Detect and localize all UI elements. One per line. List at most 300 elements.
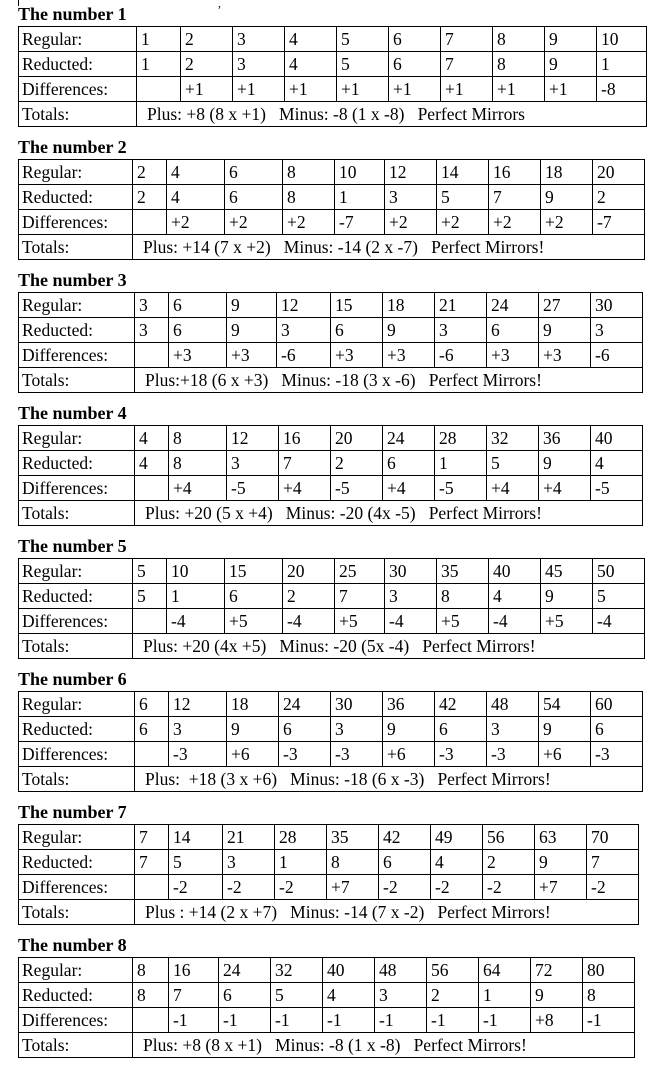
number-section <box>16 802 639 925</box>
regular-cell: 35 <box>437 559 489 584</box>
differences-cell: -4 <box>167 609 225 634</box>
differences-cell: +1 <box>389 77 441 102</box>
regular-cell: 25 <box>335 559 385 584</box>
reducted-cell: 9 <box>545 52 597 77</box>
differences-row <box>19 1008 635 1033</box>
reducted-cell: 3 <box>591 318 643 343</box>
regular-label: Regular: <box>19 426 135 451</box>
reducted-row <box>19 451 643 476</box>
regular-cell: 16 <box>279 426 331 451</box>
differences-cell: -6 <box>591 343 643 368</box>
regular-cell: 14 <box>169 825 223 850</box>
regular-cell: 30 <box>385 559 437 584</box>
reducted-cell: 9 <box>227 318 277 343</box>
differences-cell: +3 <box>331 343 383 368</box>
reducted-label: Reducted: <box>19 318 135 343</box>
reducted-cell: 9 <box>535 850 587 875</box>
reducted-row <box>19 185 645 210</box>
reducted-cell: 4 <box>285 52 337 77</box>
differences-cell: -2 <box>223 875 275 900</box>
totals-row <box>19 634 645 659</box>
regular-cell: 6 <box>225 160 283 185</box>
differences-cell: +3 <box>487 343 539 368</box>
reducted-cell: 3 <box>385 185 437 210</box>
differences-cell: +1 <box>285 77 337 102</box>
totals-summary: Plus: +20 (5 x +4) Minus: -20 (4x -5) Perfect Mirrors! <box>135 501 643 526</box>
regular-row <box>19 160 645 185</box>
number-table <box>18 159 645 260</box>
reducted-cell: 5 <box>593 584 645 609</box>
reducted-cell: 3 <box>331 717 383 742</box>
differences-cell: +8 <box>531 1008 583 1033</box>
regular-cell: 30 <box>331 692 383 717</box>
differences-cell: +2 <box>385 210 437 235</box>
reducted-cell: 8 <box>437 584 489 609</box>
differences-row <box>19 77 647 102</box>
reducted-cell: 5 <box>437 185 489 210</box>
regular-cell: 63 <box>535 825 587 850</box>
differences-row <box>19 210 645 235</box>
differences-cell: +7 <box>535 875 587 900</box>
regular-cell: 42 <box>379 825 431 850</box>
regular-cell: 70 <box>587 825 639 850</box>
reducted-cell: 1 <box>275 850 327 875</box>
regular-cell: 6 <box>135 692 169 717</box>
totals-row <box>19 368 643 393</box>
totals-row <box>19 900 639 925</box>
reducted-row <box>19 983 635 1008</box>
regular-cell: 30 <box>591 293 643 318</box>
differences-cell: -6 <box>435 343 487 368</box>
regular-row <box>19 559 645 584</box>
regular-cell: 48 <box>487 692 539 717</box>
regular-cell: 40 <box>591 426 643 451</box>
regular-cell: 8 <box>283 160 335 185</box>
regular-cell: 12 <box>169 692 227 717</box>
regular-cell: 1 <box>137 27 181 52</box>
reducted-cell: 4 <box>323 983 375 1008</box>
differences-row <box>19 742 643 767</box>
regular-cell: 15 <box>225 559 283 584</box>
regular-cell: 6 <box>389 27 441 52</box>
totals-row <box>19 102 647 127</box>
totals-summary: Plus: +14 (7 x +2) Minus: -14 (2 x -7) Perfect Mirrors! <box>133 235 645 260</box>
differences-cell: +2 <box>437 210 489 235</box>
reducted-cell: 2 <box>483 850 535 875</box>
section-title: The number 2 <box>18 137 127 157</box>
regular-row <box>19 293 643 318</box>
regular-label: Regular: <box>19 825 135 850</box>
differences-cell <box>133 210 167 235</box>
differences-cell: +3 <box>169 343 227 368</box>
reducted-cell: 3 <box>375 983 427 1008</box>
regular-label: Regular: <box>19 293 135 318</box>
number-section <box>16 403 643 526</box>
differences-cell: -3 <box>487 742 539 767</box>
differences-cell: -2 <box>275 875 327 900</box>
regular-cell: 48 <box>375 958 427 983</box>
regular-cell: 64 <box>479 958 531 983</box>
regular-cell: 4 <box>135 426 169 451</box>
section-title: The number 1 <box>18 4 127 24</box>
section-title: The number 5 <box>18 536 127 556</box>
differences-cell: -1 <box>219 1008 271 1033</box>
reducted-cell: 7 <box>335 584 385 609</box>
totals-label: Totals: <box>19 1033 133 1058</box>
regular-cell: 7 <box>135 825 169 850</box>
reducted-cell: 6 <box>435 717 487 742</box>
regular-cell: 12 <box>385 160 437 185</box>
regular-cell: 35 <box>327 825 379 850</box>
number-table <box>18 824 639 925</box>
differences-cell: -4 <box>489 609 541 634</box>
differences-cell: -2 <box>169 875 223 900</box>
regular-label: Regular: <box>19 559 133 584</box>
totals-summary: Plus: +20 (4x +5) Minus: -20 (5x -4) Perfect Mirrors! <box>133 634 645 659</box>
reducted-cell: 9 <box>539 451 591 476</box>
regular-row <box>19 27 647 52</box>
differences-cell: +4 <box>539 476 591 501</box>
differences-cell: -1 <box>375 1008 427 1033</box>
reducted-cell: 3 <box>223 850 275 875</box>
reducted-cell: 9 <box>227 717 279 742</box>
number-table <box>18 558 645 659</box>
differences-label: Differences: <box>19 742 135 767</box>
differences-label: Differences: <box>19 875 135 900</box>
regular-cell: 45 <box>541 559 593 584</box>
totals-summary: Plus: +8 (8 x +1) Minus: -8 (1 x -8) Perfect Mirrors <box>137 102 647 127</box>
regular-row <box>19 692 643 717</box>
reducted-cell: 6 <box>225 185 283 210</box>
reducted-cell: 6 <box>379 850 431 875</box>
reducted-cell: 2 <box>331 451 383 476</box>
reducted-cell: 1 <box>435 451 487 476</box>
totals-row <box>19 235 645 260</box>
differences-cell: -3 <box>435 742 487 767</box>
differences-cell: -2 <box>431 875 483 900</box>
reducted-cell: 6 <box>389 52 441 77</box>
differences-cell: -5 <box>227 476 279 501</box>
reducted-cell: 7 <box>169 983 219 1008</box>
differences-cell: +3 <box>383 343 435 368</box>
differences-label: Differences: <box>19 1008 133 1033</box>
differences-cell: -5 <box>591 476 643 501</box>
regular-cell: 20 <box>593 160 645 185</box>
regular-cell: 18 <box>541 160 593 185</box>
totals-label: Totals: <box>19 235 133 260</box>
differences-cell: -4 <box>593 609 645 634</box>
reducted-cell: 9 <box>383 717 435 742</box>
reducted-cell: 7 <box>489 185 541 210</box>
differences-cell: +2 <box>283 210 335 235</box>
reducted-cell: 9 <box>539 318 591 343</box>
differences-cell: -8 <box>597 77 647 102</box>
differences-cell: -5 <box>331 476 383 501</box>
regular-cell: 40 <box>323 958 375 983</box>
differences-cell: -4 <box>283 609 335 634</box>
reducted-cell: 6 <box>279 717 331 742</box>
differences-cell: +2 <box>489 210 541 235</box>
totals-label: Totals: <box>19 501 135 526</box>
differences-cell: +1 <box>233 77 285 102</box>
reducted-label: Reducted: <box>19 850 135 875</box>
differences-row <box>19 343 643 368</box>
differences-cell <box>137 77 181 102</box>
differences-cell: +1 <box>337 77 389 102</box>
reducted-row <box>19 318 643 343</box>
totals-summary: Plus:+18 (6 x +3) Minus: -18 (3 x -6) Perfect Mirrors! <box>135 368 643 393</box>
differences-cell: +6 <box>539 742 591 767</box>
regular-cell: 32 <box>487 426 539 451</box>
number-section <box>16 935 635 1058</box>
reducted-cell: 6 <box>331 318 383 343</box>
regular-cell: 50 <box>593 559 645 584</box>
totals-row <box>19 1033 635 1058</box>
reducted-cell: 4 <box>489 584 541 609</box>
regular-cell: 56 <box>483 825 535 850</box>
reducted-cell: 6 <box>487 318 539 343</box>
reducted-cell: 1 <box>167 584 225 609</box>
regular-cell: 2 <box>181 27 233 52</box>
differences-cell <box>135 742 169 767</box>
regular-cell: 42 <box>435 692 487 717</box>
reducted-cell: 3 <box>135 318 169 343</box>
differences-cell: -1 <box>323 1008 375 1033</box>
reducted-cell: 5 <box>337 52 389 77</box>
section-title: The number 3 <box>18 270 127 290</box>
differences-cell: -2 <box>587 875 639 900</box>
differences-cell <box>135 476 169 501</box>
reducted-cell: 6 <box>135 717 169 742</box>
reducted-cell: 1 <box>137 52 181 77</box>
reducted-cell: 8 <box>133 983 169 1008</box>
regular-cell: 21 <box>435 293 487 318</box>
reducted-cell: 2 <box>133 185 167 210</box>
differences-cell: +4 <box>383 476 435 501</box>
differences-cell: -1 <box>271 1008 323 1033</box>
regular-cell: 32 <box>271 958 323 983</box>
reducted-cell: 2 <box>283 584 335 609</box>
number-section <box>16 4 647 127</box>
regular-cell: 20 <box>283 559 335 584</box>
regular-cell: 21 <box>223 825 275 850</box>
differences-cell: +1 <box>545 77 597 102</box>
differences-cell: -4 <box>385 609 437 634</box>
reducted-cell: 1 <box>597 52 647 77</box>
regular-cell: 6 <box>169 293 227 318</box>
number-section <box>16 669 643 792</box>
number-section <box>16 270 643 393</box>
reducted-label: Reducted: <box>19 52 137 77</box>
differences-cell: -7 <box>593 210 645 235</box>
number-table <box>18 691 643 792</box>
regular-cell: 20 <box>331 426 383 451</box>
reducted-cell: 5 <box>271 983 323 1008</box>
differences-cell: -5 <box>435 476 487 501</box>
differences-cell: +6 <box>383 742 435 767</box>
reducted-cell: 2 <box>593 185 645 210</box>
regular-cell: 9 <box>227 293 277 318</box>
reducted-cell: 4 <box>135 451 169 476</box>
differences-label: Differences: <box>19 609 133 634</box>
totals-summary: Plus : +14 (2 x +7) Minus: -14 (7 x -2) Perfect Mirrors! <box>135 900 639 925</box>
regular-cell: 5 <box>337 27 389 52</box>
reducted-label: Reducted: <box>19 983 133 1008</box>
reducted-cell: 1 <box>335 185 385 210</box>
reducted-cell: 2 <box>427 983 479 1008</box>
reducted-cell: 3 <box>227 451 279 476</box>
regular-cell: 14 <box>437 160 489 185</box>
totals-label: Totals: <box>19 102 137 127</box>
regular-row <box>19 958 635 983</box>
regular-cell: 7 <box>441 27 493 52</box>
differences-cell: -1 <box>169 1008 219 1033</box>
differences-label: Differences: <box>19 343 135 368</box>
section-title: The number 4 <box>18 403 127 423</box>
regular-label: Regular: <box>19 27 137 52</box>
page-edge-comma: , <box>218 0 221 10</box>
regular-cell: 12 <box>227 426 279 451</box>
reducted-cell: 4 <box>431 850 483 875</box>
totals-summary: Plus: +8 (8 x +1) Minus: -8 (1 x -8) Perfect Mirrors! <box>133 1033 635 1058</box>
regular-cell: 8 <box>133 958 169 983</box>
differences-cell: +1 <box>441 77 493 102</box>
differences-cell: +7 <box>327 875 379 900</box>
reducted-row <box>19 717 643 742</box>
regular-cell: 10 <box>597 27 647 52</box>
differences-cell: +2 <box>167 210 225 235</box>
regular-cell: 72 <box>531 958 583 983</box>
reducted-cell: 3 <box>233 52 285 77</box>
totals-row <box>19 501 643 526</box>
regular-cell: 24 <box>487 293 539 318</box>
reducted-cell: 7 <box>135 850 169 875</box>
regular-cell: 2 <box>133 160 167 185</box>
differences-cell: -6 <box>277 343 331 368</box>
regular-cell: 80 <box>583 958 635 983</box>
differences-cell: +6 <box>227 742 279 767</box>
differences-cell <box>133 609 167 634</box>
regular-cell: 10 <box>335 160 385 185</box>
number-table <box>18 292 643 393</box>
reducted-cell: 9 <box>539 717 591 742</box>
regular-cell: 10 <box>167 559 225 584</box>
number-table <box>18 957 635 1058</box>
totals-summary: Plus: +18 (3 x +6) Minus: -18 (6 x -3) Perfect Mirrors! <box>135 767 643 792</box>
differences-label: Differences: <box>19 476 135 501</box>
differences-cell: -3 <box>169 742 227 767</box>
totals-label: Totals: <box>19 368 135 393</box>
differences-cell: +2 <box>541 210 593 235</box>
differences-cell: -3 <box>591 742 643 767</box>
totals-label: Totals: <box>19 900 135 925</box>
reducted-cell: 3 <box>487 717 539 742</box>
regular-cell: 3 <box>233 27 285 52</box>
regular-cell: 15 <box>331 293 383 318</box>
regular-cell: 27 <box>539 293 591 318</box>
regular-label: Regular: <box>19 958 133 983</box>
regular-cell: 24 <box>279 692 331 717</box>
differences-cell: -7 <box>335 210 385 235</box>
reducted-row <box>19 850 639 875</box>
differences-cell <box>135 343 169 368</box>
reducted-cell: 4 <box>167 185 225 210</box>
reducted-row <box>19 584 645 609</box>
regular-cell: 24 <box>383 426 435 451</box>
reducted-cell: 8 <box>327 850 379 875</box>
reducted-cell: 8 <box>283 185 335 210</box>
reducted-cell: 5 <box>169 850 223 875</box>
reducted-cell: 8 <box>493 52 545 77</box>
differences-cell: +5 <box>437 609 489 634</box>
regular-row <box>19 426 643 451</box>
number-section <box>16 137 645 260</box>
regular-cell: 18 <box>227 692 279 717</box>
regular-cell: 40 <box>489 559 541 584</box>
differences-cell <box>133 1008 169 1033</box>
differences-cell: +1 <box>493 77 545 102</box>
reducted-cell: 7 <box>279 451 331 476</box>
regular-cell: 9 <box>545 27 597 52</box>
differences-cell: +4 <box>169 476 227 501</box>
regular-cell: 36 <box>383 692 435 717</box>
regular-cell: 4 <box>285 27 337 52</box>
differences-cell: +5 <box>225 609 283 634</box>
totals-row <box>19 767 643 792</box>
number-section <box>16 536 645 659</box>
differences-row <box>19 476 643 501</box>
totals-label: Totals: <box>19 634 133 659</box>
reducted-cell: 1 <box>479 983 531 1008</box>
regular-cell: 5 <box>133 559 167 584</box>
differences-row <box>19 875 639 900</box>
regular-cell: 28 <box>275 825 327 850</box>
regular-cell: 12 <box>277 293 331 318</box>
reducted-cell: 6 <box>591 717 643 742</box>
reducted-cell: 3 <box>277 318 331 343</box>
regular-cell: 16 <box>489 160 541 185</box>
differences-cell <box>135 875 169 900</box>
differences-cell: +2 <box>225 210 283 235</box>
reducted-label: Reducted: <box>19 584 133 609</box>
reducted-cell: 9 <box>383 318 435 343</box>
regular-label: Regular: <box>19 692 135 717</box>
differences-cell: +1 <box>181 77 233 102</box>
differences-cell: +4 <box>279 476 331 501</box>
reducted-cell: 4 <box>591 451 643 476</box>
regular-row <box>19 825 639 850</box>
regular-cell: 4 <box>167 160 225 185</box>
reducted-cell: 6 <box>169 318 227 343</box>
number-table <box>18 425 643 526</box>
regular-cell: 24 <box>219 958 271 983</box>
differences-cell: -3 <box>279 742 331 767</box>
differences-cell: -2 <box>483 875 535 900</box>
reducted-cell: 3 <box>435 318 487 343</box>
reducted-cell: 2 <box>181 52 233 77</box>
section-title: The number 8 <box>18 935 127 955</box>
reducted-cell: 6 <box>219 983 271 1008</box>
reducted-cell: 7 <box>587 850 639 875</box>
differences-cell: +5 <box>335 609 385 634</box>
differences-label: Differences: <box>19 77 137 102</box>
differences-label: Differences: <box>19 210 133 235</box>
regular-cell: 49 <box>431 825 483 850</box>
section-title: The number 6 <box>18 669 127 689</box>
differences-row <box>19 609 645 634</box>
differences-cell: -1 <box>583 1008 635 1033</box>
number-table <box>18 26 647 127</box>
